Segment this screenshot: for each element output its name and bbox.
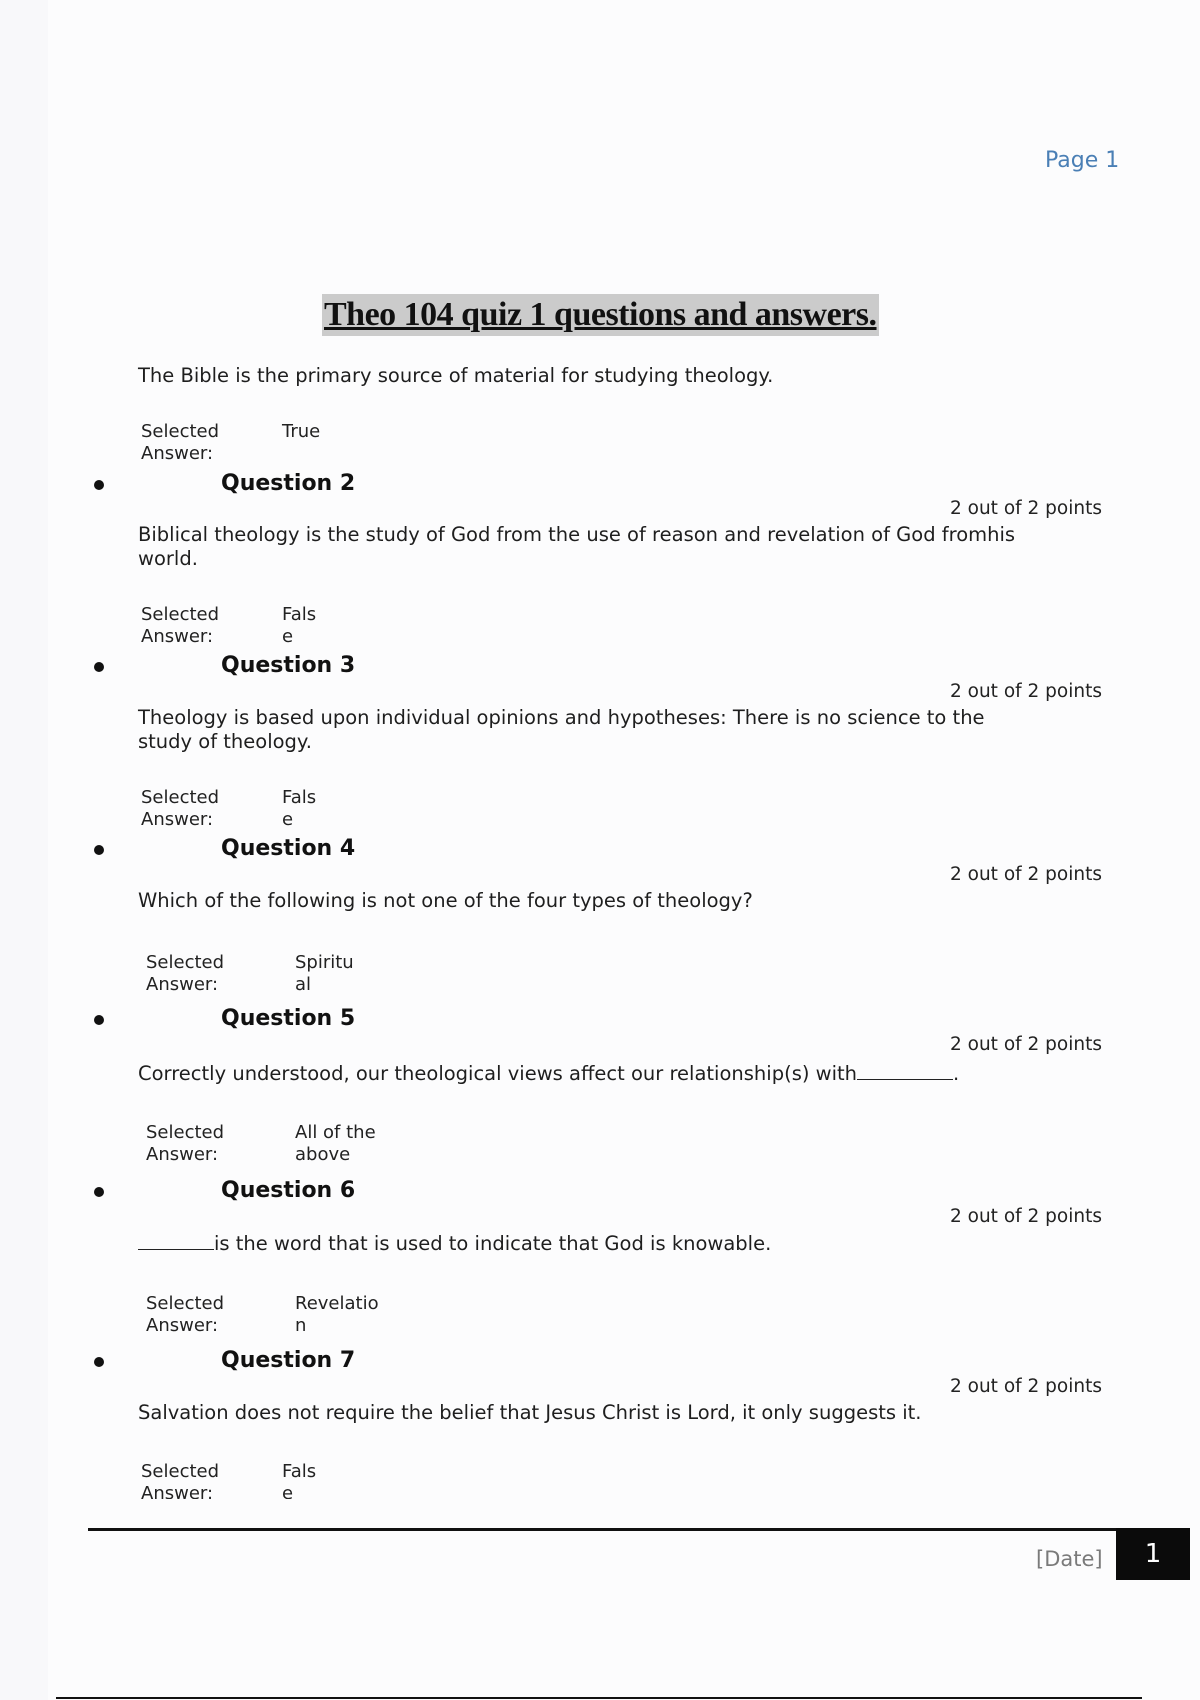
question-4-selected-label: Selected Answer:: [146, 952, 225, 995]
question-2-bullet: [94, 480, 104, 490]
question-3-title: Question 3: [221, 653, 356, 678]
question-6-text: [138, 1231, 1038, 1256]
question-1-selected-label: Selected Answer:: [141, 421, 220, 464]
question-5-points: 2 out of 2 points: [949, 1034, 1102, 1055]
question-5-blank: [857, 1061, 953, 1080]
footer-date: [Date]: [1036, 1547, 1103, 1571]
question-6-bullet: [94, 1187, 104, 1197]
question-5-text-before: Correctly understood, our theological views affect our relationship(s) with: [138, 1062, 858, 1085]
question-6-title: Question 6: [221, 1178, 356, 1203]
footer-page-number: 1: [1116, 1528, 1190, 1580]
question-5-selected-answer: All of the above: [295, 1122, 376, 1165]
question-2-text: Biblical theology is the study of God from the use of reason and revelation of God fromhis world.: [138, 523, 1016, 570]
question-6-points: 2 out of 2 points: [949, 1206, 1102, 1227]
question-7-title: Question 7: [221, 1348, 356, 1373]
question-3-bullet: [94, 662, 104, 672]
question-1-selected-answer: True: [282, 421, 321, 442]
question-7-text: Salvation does not require the belief that Jesus Christ is Lord, it only suggests it.: [138, 1401, 922, 1424]
question-5-bullet: [94, 1015, 104, 1025]
question-2-title: Question 2: [221, 471, 356, 496]
question-3-text: Theology is based upon individual opinions and hypotheses: There is no science to the study of theology.: [138, 706, 985, 753]
question-5-title: Question 5: [221, 1006, 356, 1031]
question-4-title: Question 4: [221, 836, 356, 861]
question-4-points: 2 out of 2 points: [949, 864, 1102, 885]
footer-divider: [88, 1528, 1144, 1531]
question-1-text: The Bible is the primary source of material for studying theology.: [138, 364, 774, 387]
question-4-bullet: [94, 845, 104, 855]
question-2-selected-label: Selected Answer:: [141, 604, 220, 647]
question-3-selected-answer: False: [282, 787, 317, 830]
question-6-blank: [138, 1231, 214, 1250]
question-3-points: 2 out of 2 points: [949, 681, 1102, 702]
question-6-selected-answer: Revelation: [295, 1293, 379, 1336]
bottom-divider: [56, 1697, 1142, 1699]
question-6-selected-label: Selected Answer:: [146, 1293, 225, 1336]
question-5-text: [138, 1061, 1038, 1086]
question-6-text-after: is the word that is used to indicate that God is knowable.: [214, 1232, 772, 1255]
question-7-selected-label: Selected Answer:: [141, 1461, 220, 1499]
question-7-points: 2 out of 2 points: [949, 1376, 1102, 1397]
question-2-selected-answer: False: [282, 604, 317, 647]
question-3-selected-label: Selected Answer:: [141, 787, 220, 830]
question-5-text-after: .: [953, 1062, 960, 1085]
document-title: Theo 104 quiz 1 questions and answers.: [322, 294, 879, 336]
question-4-selected-answer: Spiritual: [295, 952, 354, 995]
question-4-text: Which of the following is not one of the four types of theology?: [138, 889, 753, 912]
question-7-bullet: [94, 1357, 104, 1367]
page-label: Page 1: [1045, 148, 1120, 173]
question-5-selected-label: Selected Answer:: [146, 1122, 225, 1165]
question-7-selected-answer: False: [282, 1461, 317, 1499]
question-2-points: 2 out of 2 points: [949, 498, 1102, 519]
